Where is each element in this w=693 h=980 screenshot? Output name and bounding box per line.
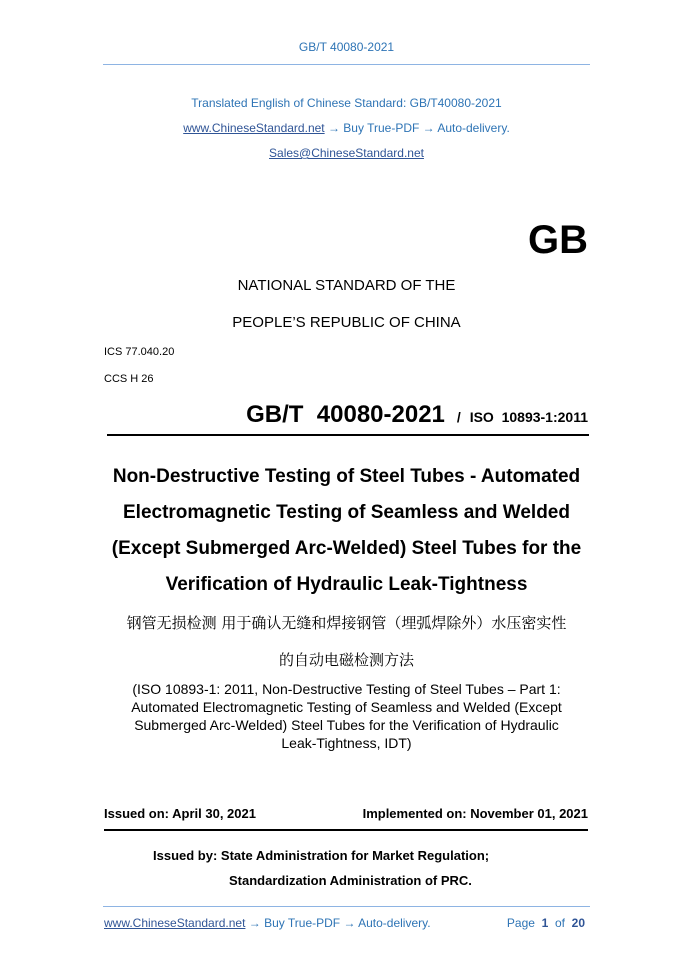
standard-number-line [246, 401, 588, 429]
gb-mark: GB [528, 218, 588, 262]
footer-website-link[interactable]: www.ChineseStandard.net [104, 916, 246, 930]
sales-email-link[interactable]: Sales@ChineseStandard.net [269, 146, 424, 160]
iso-number: ISO 10893-1:2011 [469, 409, 588, 425]
national-standard-line2: PEOPLE’S REPUBLIC OF CHINA [232, 314, 461, 331]
issued-date: Issued on: April 30, 2021 [104, 806, 256, 821]
title-en-line2: Electromagnetic Testing of Seamless and Welded [123, 502, 570, 523]
title-divider [107, 434, 589, 436]
ics-code: ICS 77.040.20 [104, 346, 175, 358]
dates-divider [104, 829, 588, 831]
iso-reference-line1: (ISO 10893-1: 2011, Non-Destructive Testing of Steel Tubes – Part 1: [132, 681, 561, 697]
of-label: of [554, 916, 565, 930]
title-zh-line1: 钢管无损检测 用于确认无缝和焊接钢管（埋弧焊除外）水压密实性 [126, 614, 567, 632]
website-link[interactable]: www.ChineseStandard.net [183, 121, 325, 135]
page-number: 1 [541, 916, 549, 930]
page-total: 20 [571, 916, 585, 930]
page-header-code: GB/T 40080-2021 [298, 40, 395, 54]
iso-reference-line4: Leak-Tightness, IDT) [281, 735, 412, 751]
iso-reference-line2: Automated Electromagnetic Testing of Seamless and Welded (Except [131, 699, 562, 715]
iso-reference-line3: Submerged Arc-Welded) Steel Tubes for the Verification of Hydraulic [134, 717, 559, 733]
implemented-date: Implemented on: November 01, 2021 [362, 806, 588, 821]
email-line [0, 146, 693, 160]
standard-number: GB/T 40080-2021 [246, 401, 445, 428]
title-zh-line2: 的自动电磁检测方法 [278, 651, 414, 669]
title-en-line4: Verification of Hydraulic Leak-Tightness [165, 574, 528, 595]
standard-separator: / [456, 409, 461, 425]
page-indicator [507, 916, 585, 930]
footer-purchase-text: → Buy True-PDF → Auto-delivery. [245, 916, 431, 930]
title-en-line3: (Except Submerged Arc-Welded) Steel Tubes for the [111, 538, 582, 559]
purchase-line [0, 121, 693, 135]
page-label: Page [506, 916, 535, 930]
purchase-text: → Buy True-PDF → Auto-delivery. [324, 121, 510, 135]
header-divider [103, 64, 590, 65]
title-en-line1: Non-Destructive Testing of Steel Tubes - Automated [112, 466, 581, 487]
ccs-code: CCS H 26 [104, 373, 154, 385]
issued-by-line2: Standardization Administration of PRC. [229, 873, 472, 888]
footer-divider [103, 906, 590, 907]
footer-purchase-line [104, 916, 431, 930]
issued-by-line1: Issued by: State Administration for Market Regulation; [153, 848, 490, 863]
translation-note: Translated English of Chinese Standard: GB/T40080-2021 [191, 96, 502, 110]
national-standard-line1: NATIONAL STANDARD OF THE [237, 277, 456, 294]
